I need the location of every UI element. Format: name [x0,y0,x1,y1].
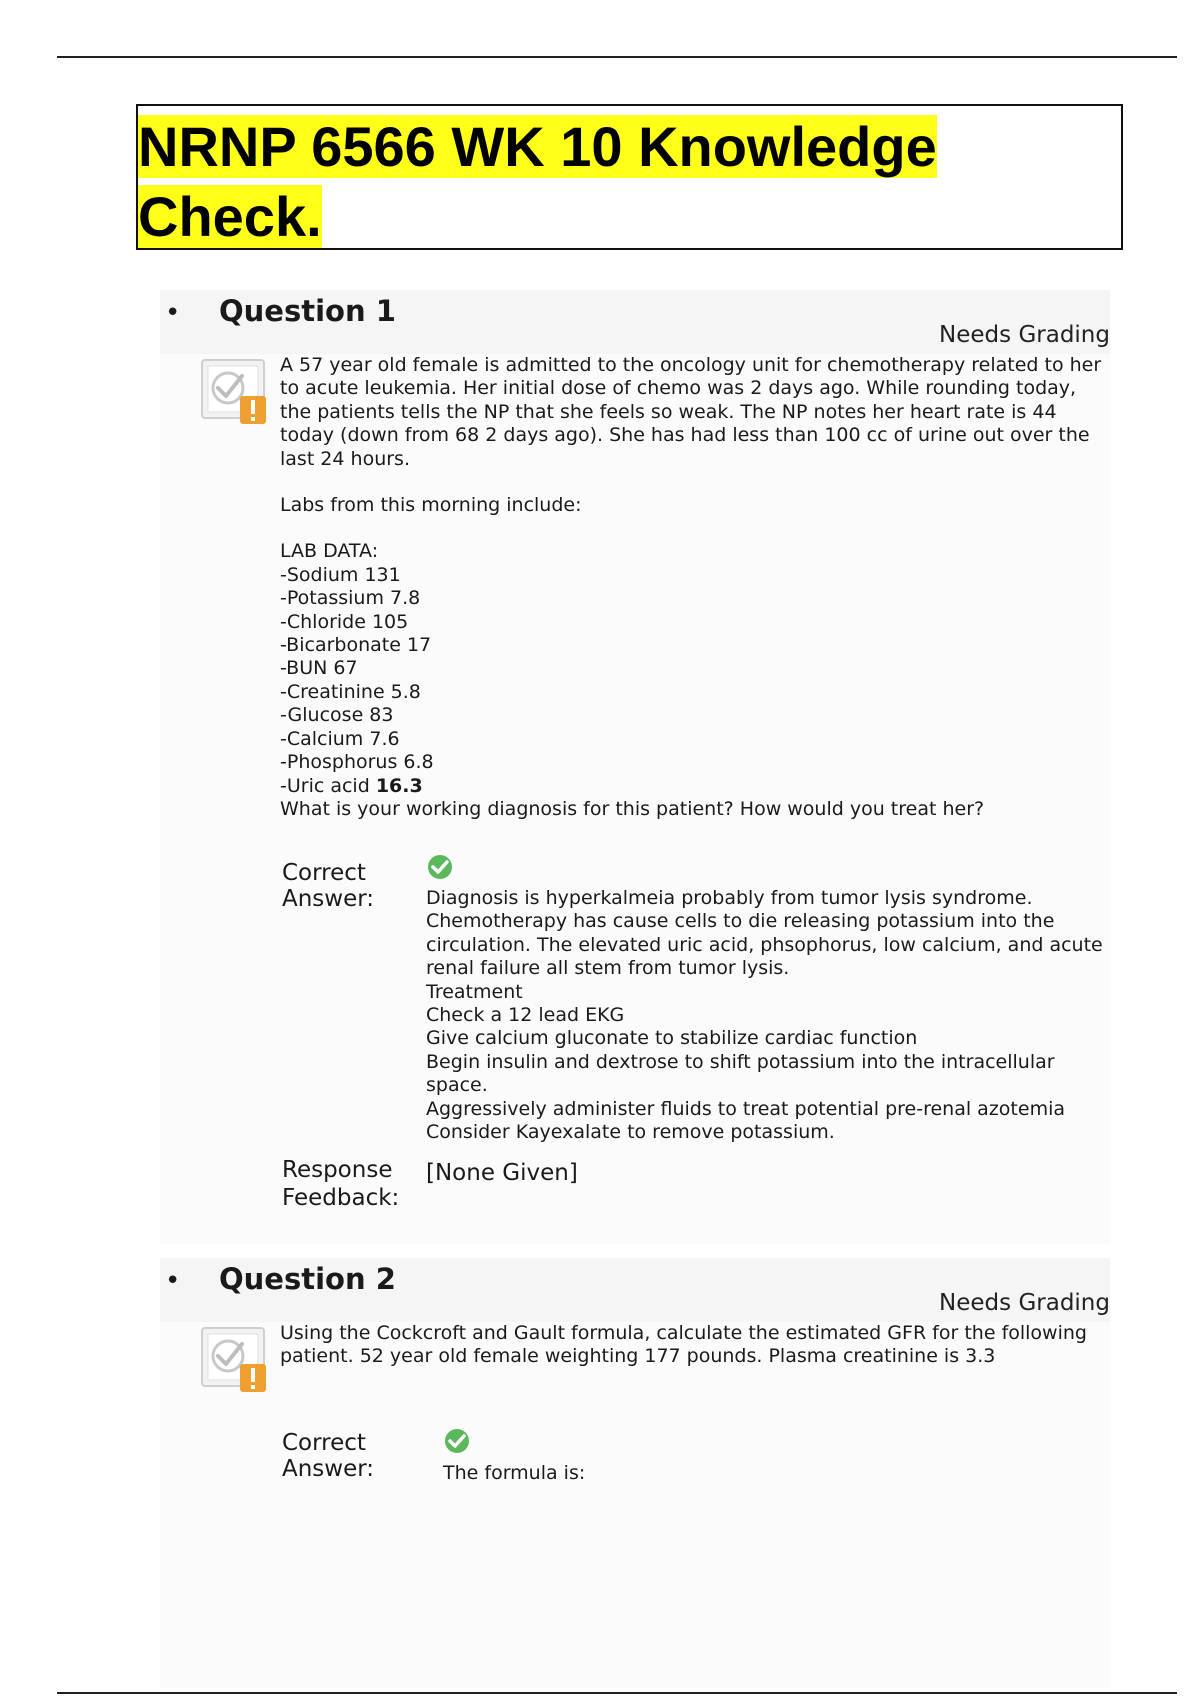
lab-item: -Glucose 83 [280,704,394,727]
needs-grading-icon [200,358,270,426]
lab-uric-value: 16.3 [375,774,423,797]
answer-line: Treatment [426,980,523,1003]
grading-status: Needs Grading [939,322,1110,348]
lab-data-heading: LAB DATA: [280,540,379,563]
bottom-rule [57,1692,1177,1694]
lab-item: -Potassium 7.8 [280,587,421,610]
answer-line: Begin insulin and dextrose to shift potassium into the intracellular space. [426,1050,1055,1097]
question-text [280,354,1110,821]
lab-item: -Phosphorus 6.8 [280,751,434,774]
question-stem: Using the Cockcroft and Gault formula, calculate the estimated GFR for the following patient. 52 year old female weighting 177 pounds. Plasma creatinine is 3.3 [280,1322,1087,1368]
lab-item: -Sodium 131 [280,563,401,586]
response-feedback-label: Response Feedback: [282,1157,400,1211]
document-title [138,112,1121,252]
answer-line: Aggressively administer fluids to treat potential pre-renal azotemia [426,1097,1065,1120]
question-stem: A 57 year old female is admitted to the oncology unit for chemotherapy related to her to acute leukemia. Her initial dose of chemo was 2 days ago. While rounding today, the patients tells the NP that she feels so weak. The NP notes her heart rate is 44 today (down from 68 2 days ago). She has had less than 100 cc of urine out over the last 24 hours. [280,354,1102,470]
check-icon [443,1428,473,1454]
correct-answer-text: The formula is: [443,1462,586,1484]
grading-status: Needs Grading [939,1290,1110,1316]
correct-answer-text [426,887,1116,1144]
answer-line: Give calcium gluconate to stabilize cardiac function [426,1027,918,1050]
lab-item: -Calcium 7.6 [280,727,400,750]
question-header [160,290,1110,354]
check-icon [426,854,456,880]
lab-item: -BUN 67 [280,657,358,680]
labs-intro: Labs from this morning include: [280,494,582,517]
question-header [160,1258,1110,1322]
bullet-icon: • [165,298,181,328]
question-label: Question 1 [219,294,396,328]
document-title-box [136,104,1123,250]
bullet-icon: • [165,1266,181,1296]
question-1 [160,290,1110,1244]
question-label: Question 2 [219,1262,396,1296]
lab-uric-label: -Uric acid [280,774,376,797]
question-text [280,1322,1110,1369]
correct-answer-label: Correct Answer: [282,1430,375,1482]
lab-item: -Creatinine 5.8 [280,680,421,703]
question-body [160,1322,1110,1688]
answer-line: Consider Kayexalate to remove potassium. [426,1121,835,1144]
lab-item: -Chloride 105 [280,610,409,633]
response-feedback-value: [None Given] [426,1160,578,1186]
question-2 [160,1258,1110,1688]
correct-answer-label: Correct Answer: [282,860,375,912]
document-title-line-1: NRNP 6566 WK 10 Knowledge [138,115,937,178]
lab-item: -Bicarbonate 17 [280,634,432,657]
question-prompt: What is your working diagnosis for this patient? How would you treat her? [280,797,985,820]
needs-grading-icon [200,1326,270,1394]
answer-line: Check a 12 lead EKG [426,1004,625,1027]
document-title-line-2: Check. [138,185,322,248]
lab-item-uric-acid [280,775,1110,798]
lab-list [280,564,1110,798]
question-body [160,354,1110,1244]
answer-line: Diagnosis is hyperkalmeia probably from tumor lysis syndrome. Chemotherapy has cause cells to die releasing potassium into the circulation. The elevated uric acid, phsophorus, low calcium, and acute renal failure all stem from tumor lysis. [426,887,1103,980]
top-rule [57,56,1177,58]
